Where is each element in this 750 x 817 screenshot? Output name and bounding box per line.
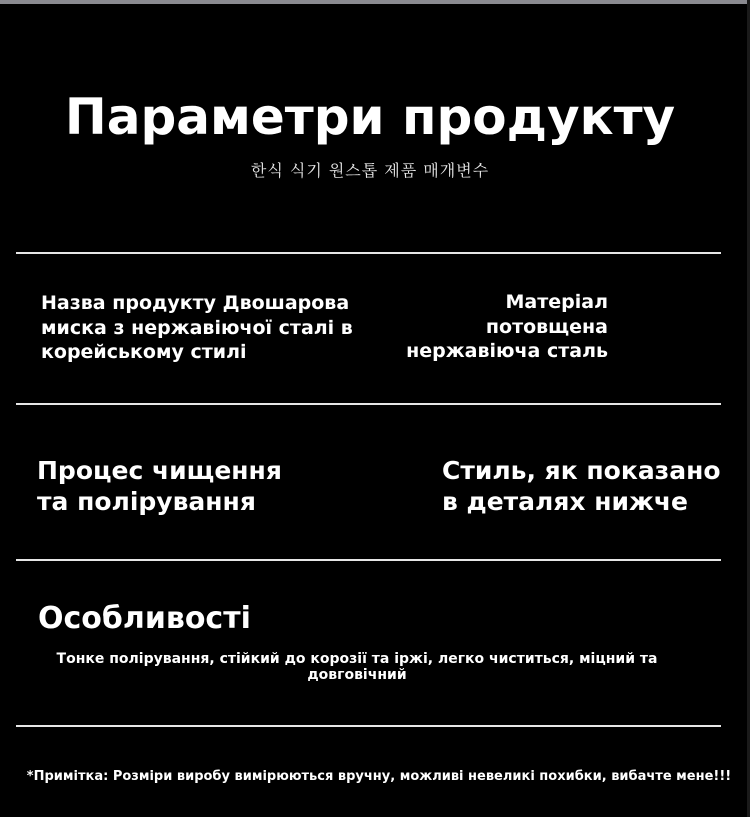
divider-1	[16, 252, 721, 254]
divider-3	[16, 559, 721, 561]
footer-note: *Примітка: Розміри виробу вимірюються вручну, можливі невеликі похибки, вибачте мене!!!	[26, 769, 732, 784]
features-heading: Особливості	[38, 601, 251, 636]
divider-2	[16, 403, 721, 405]
divider-4	[16, 725, 721, 727]
product-name-spec: Назва продукту Двошарова миска з нержавіючої сталі в корейському стилі	[41, 292, 353, 363]
page-title: Параметри продукту	[64, 88, 676, 146]
page-subtitle: 한식 식기 원스톱 제품 매개변수	[250, 161, 490, 180]
process-spec: Процес чищення та полірування	[37, 456, 282, 516]
style-spec: Стиль, як показано в деталях нижче	[442, 456, 721, 516]
features-text: Тонке полірування, стійкий до корозії та іржі, легко чиститься, міцний та довговічний	[56, 651, 658, 683]
material-spec: Матеріал потовщена нержавіюча сталь	[406, 291, 608, 362]
top-border-strip	[0, 0, 750, 4]
